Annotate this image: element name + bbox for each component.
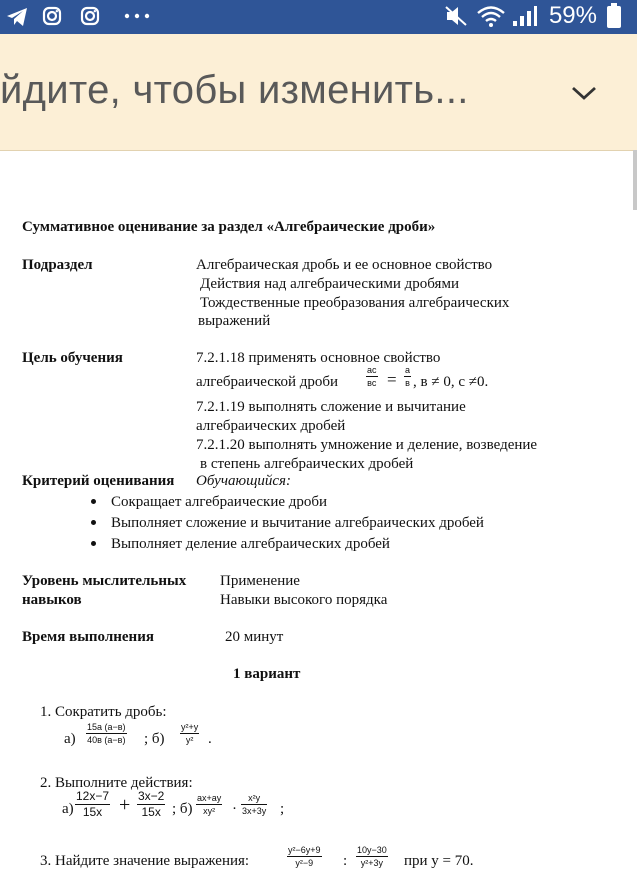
criteria-item: Сокращает алгебраические дроби [111, 494, 328, 510]
task-2-dot: · [232, 801, 237, 817]
bullet-icon [91, 520, 96, 525]
task-3: 3. Найдите значение выражения: [40, 853, 250, 869]
task-1-fraction-b [180, 722, 199, 745]
chevron-down-icon[interactable] [569, 78, 599, 108]
fraction-denominator: 15x [141, 805, 161, 819]
task-2-end: ; [280, 801, 285, 817]
task-1: 1. Сократить дробь: [40, 704, 167, 720]
task-1-fraction-a [86, 722, 127, 745]
battery-percent: 59% [548, 2, 597, 29]
fraction-denominator: 3x+3y [242, 806, 267, 816]
subsection-line: выражений [198, 313, 271, 329]
subsection-label: Подраздел [22, 257, 93, 273]
more-dots-icon [124, 13, 150, 19]
task-2-fraction [241, 793, 267, 816]
fraction-bar [180, 733, 199, 734]
task-2-fraction [196, 793, 222, 816]
fraction-numerator: 15а (а−в) [87, 722, 126, 732]
doc-title: Суммативное оценивание за раздел «Алгебраические дроби» [22, 219, 436, 235]
fraction-numerator: 3x−2 [138, 789, 165, 803]
task-1-sep: ; б) [144, 731, 165, 747]
equals-sign: = [387, 370, 397, 389]
goal-text: в степень алгебраических дробей [200, 456, 414, 472]
fraction-denominator: y²−9 [295, 858, 314, 868]
fraction-bar [404, 376, 411, 377]
task-2-fraction [137, 790, 165, 819]
banner-message[interactable]: йдите, чтобы изменить... [0, 68, 469, 112]
fraction-bar [196, 804, 222, 805]
signal-icon [512, 5, 538, 27]
task-2-fraction [75, 790, 110, 819]
task-3-end: при y = 70. [404, 853, 474, 869]
fraction-numerator: ax+ay [197, 793, 222, 803]
subsection-line: Действия над алгебраическими дробями [200, 276, 459, 292]
subsection-line: Тождественные преобразования алгебраических [200, 295, 510, 311]
time-value: 20 минут [225, 629, 284, 645]
goal-label: Цель обучения [22, 350, 123, 366]
criteria-item: Выполняет деление алгебраических дробей [111, 536, 390, 552]
status-bar [0, 0, 637, 34]
fraction-denominator: вc [367, 378, 377, 388]
edit-banner[interactable] [0, 34, 637, 151]
time-label: Время выполнения [22, 629, 154, 645]
level-label: навыков [22, 592, 82, 608]
goal-condition: , в ≠ 0, c ≠0. [413, 374, 489, 390]
fraction-denominator: 15x [82, 805, 103, 819]
fraction-denominator: 40в (а−в) [87, 735, 126, 745]
level-label: Уровень мыслительных [22, 573, 187, 589]
bullet-icon [91, 541, 96, 546]
fraction-denominator: y² [185, 735, 194, 745]
fraction-denominator: xy² [203, 806, 216, 816]
fraction-numerator: a [405, 365, 411, 375]
instagram-icon [80, 6, 100, 26]
fraction-bar [241, 804, 267, 805]
task-3-fraction [356, 845, 388, 868]
variant-heading: 1 вариант [233, 666, 301, 682]
task-2-plus: + [119, 794, 131, 816]
fraction-bar [287, 856, 322, 857]
fraction-bar [86, 733, 127, 734]
goal-fraction [366, 365, 378, 388]
bullet-icon [91, 499, 96, 504]
goal-fraction [404, 365, 411, 388]
document-page [0, 150, 637, 890]
criteria-item: Выполняет сложение и вычитание алгебраических дробей [111, 515, 484, 531]
task-3-colon: : [343, 853, 348, 869]
fraction-denominator: y²+3y [360, 858, 384, 868]
level-value: Навыки высокого порядка [220, 592, 388, 608]
mute-icon [444, 5, 468, 27]
fraction-numerator: ac [367, 365, 377, 375]
task-3-fraction [287, 845, 322, 868]
fraction-numerator: y²+y [181, 722, 199, 732]
goal-text: 7.2.1.20 выполнять умножение и деление, возведение [196, 437, 538, 453]
instagram-icon [42, 6, 62, 26]
wifi-icon [476, 4, 506, 28]
telegram-icon [6, 7, 28, 27]
task-1-end: . [208, 731, 212, 747]
fraction-bar [356, 856, 388, 857]
fraction-numerator: 10y−30 [357, 845, 387, 855]
fraction-numerator: 12x−7 [76, 789, 110, 803]
task-2-a: а) [62, 801, 74, 817]
task-2: 2. Выполните действия: [40, 775, 193, 791]
criteria-lead: Обучающийся: [196, 473, 292, 489]
goal-text: алгебраической дроби [196, 374, 339, 390]
battery-icon [606, 3, 622, 29]
criteria-label: Критерий оценивания [22, 473, 175, 489]
fraction-bar [366, 376, 378, 377]
fraction-denominator: в [405, 378, 410, 388]
task-2-sep: ; б) [172, 801, 193, 817]
fraction-numerator: x²y [248, 793, 261, 803]
goal-text: 7.2.1.19 выполнять сложение и вычитание [196, 399, 466, 415]
fraction-numerator: y²−6y+9 [288, 845, 321, 855]
goal-text: алгебраических дробей [196, 418, 346, 434]
subsection-line: Алгебраическая дробь и ее основное свойство [196, 257, 493, 273]
goal-text: 7.2.1.18 применять основное свойство [196, 350, 441, 366]
level-value: Применение [220, 573, 300, 589]
task-1-a: а) [64, 731, 76, 747]
